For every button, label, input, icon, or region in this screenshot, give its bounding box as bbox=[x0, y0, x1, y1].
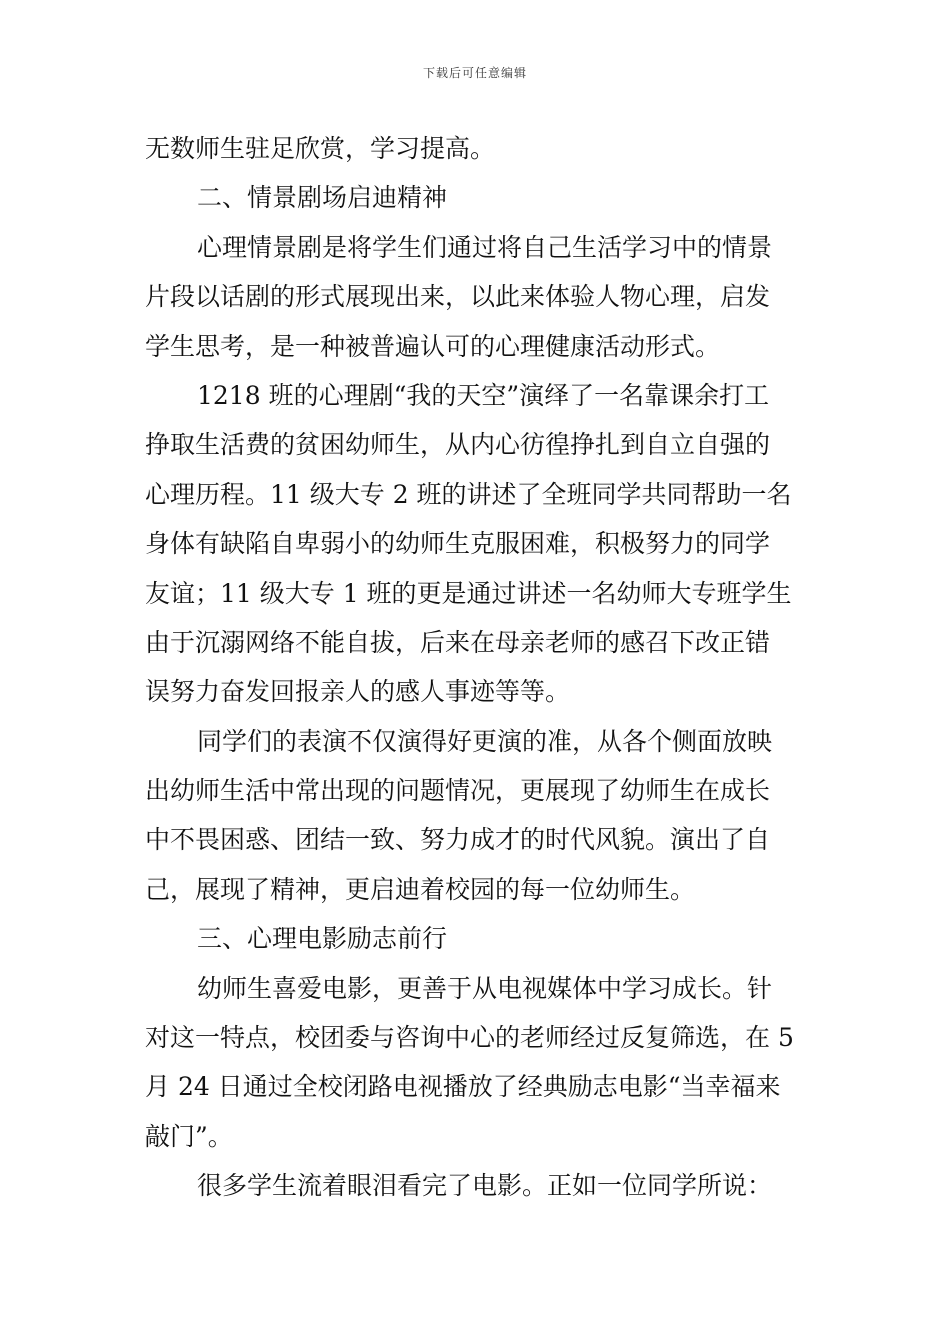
text-line: 1218 班的心理剧“我的天空”演绎了一名靠课余打工 bbox=[197, 380, 770, 410]
text-line: 友谊；11 级大专 1 班的更是通过讲述一名幼师大专班学生 bbox=[145, 578, 792, 608]
text-line: 幼师生喜爱电影，更善于从电视媒体中学习成长。针 bbox=[197, 973, 773, 1003]
document-body bbox=[145, 124, 807, 1211]
text-line: 很多学生流着眼泪看完了电影。正如一位同学所说： bbox=[197, 1171, 773, 1201]
page-header: 下载后可任意编辑 bbox=[422, 66, 527, 80]
text-line: 片段以话剧的形式展现出来，以此来体验人物心理，启发 bbox=[145, 282, 771, 312]
text-line: 身体有缺陷自卑弱小的幼师生克服困难，积极努力的同学 bbox=[145, 529, 771, 559]
text-line: 对这一特点，校团委与咨询中心的老师经过反复筛选，在 5 bbox=[145, 1023, 794, 1053]
text-line: 挣取生活费的贫困幼师生，从内心彷徨挣扎到自立自强的 bbox=[145, 430, 771, 460]
text-line: 心理历程。11 级大专 2 班的讲述了全班同学共同帮助一名 bbox=[145, 479, 792, 509]
text-line: 学生思考，是一种被普遍认可的心理健康活动形式。 bbox=[145, 331, 721, 361]
text-line: 三、心理电影励志前行 bbox=[197, 924, 448, 954]
text-line: 二、情景剧场启迪精神 bbox=[197, 183, 448, 213]
text-line: 敲门”。 bbox=[145, 1121, 233, 1151]
text-line: 由于沉溺网络不能自拔，后来在母亲老师的感召下改正错 bbox=[145, 627, 771, 657]
text-line: 误努力奋发回报亲人的感人事迹等等。 bbox=[145, 677, 571, 707]
text-line: 心理情景剧是将学生们通过将自己生活学习中的情景 bbox=[197, 232, 773, 262]
text-line: 月 24 日通过全校闭路电视播放了经典励志电影“当幸福来 bbox=[145, 1072, 781, 1102]
text-line: 己，展现了精神，更启迪着校园的每一位幼师生。 bbox=[145, 874, 696, 904]
text-line: 同学们的表演不仅演得好更演的准，从各个侧面放映 bbox=[197, 726, 773, 756]
text-line: 无数师生驻足欣赏，学习提高。 bbox=[145, 134, 496, 163]
text-line: 中不畏困惑、团结一致、努力成才的时代风貌。演出了自 bbox=[145, 825, 771, 855]
text-line: 出幼师生活中常出现的问题情况，更展现了幼师生在成长 bbox=[145, 776, 771, 806]
